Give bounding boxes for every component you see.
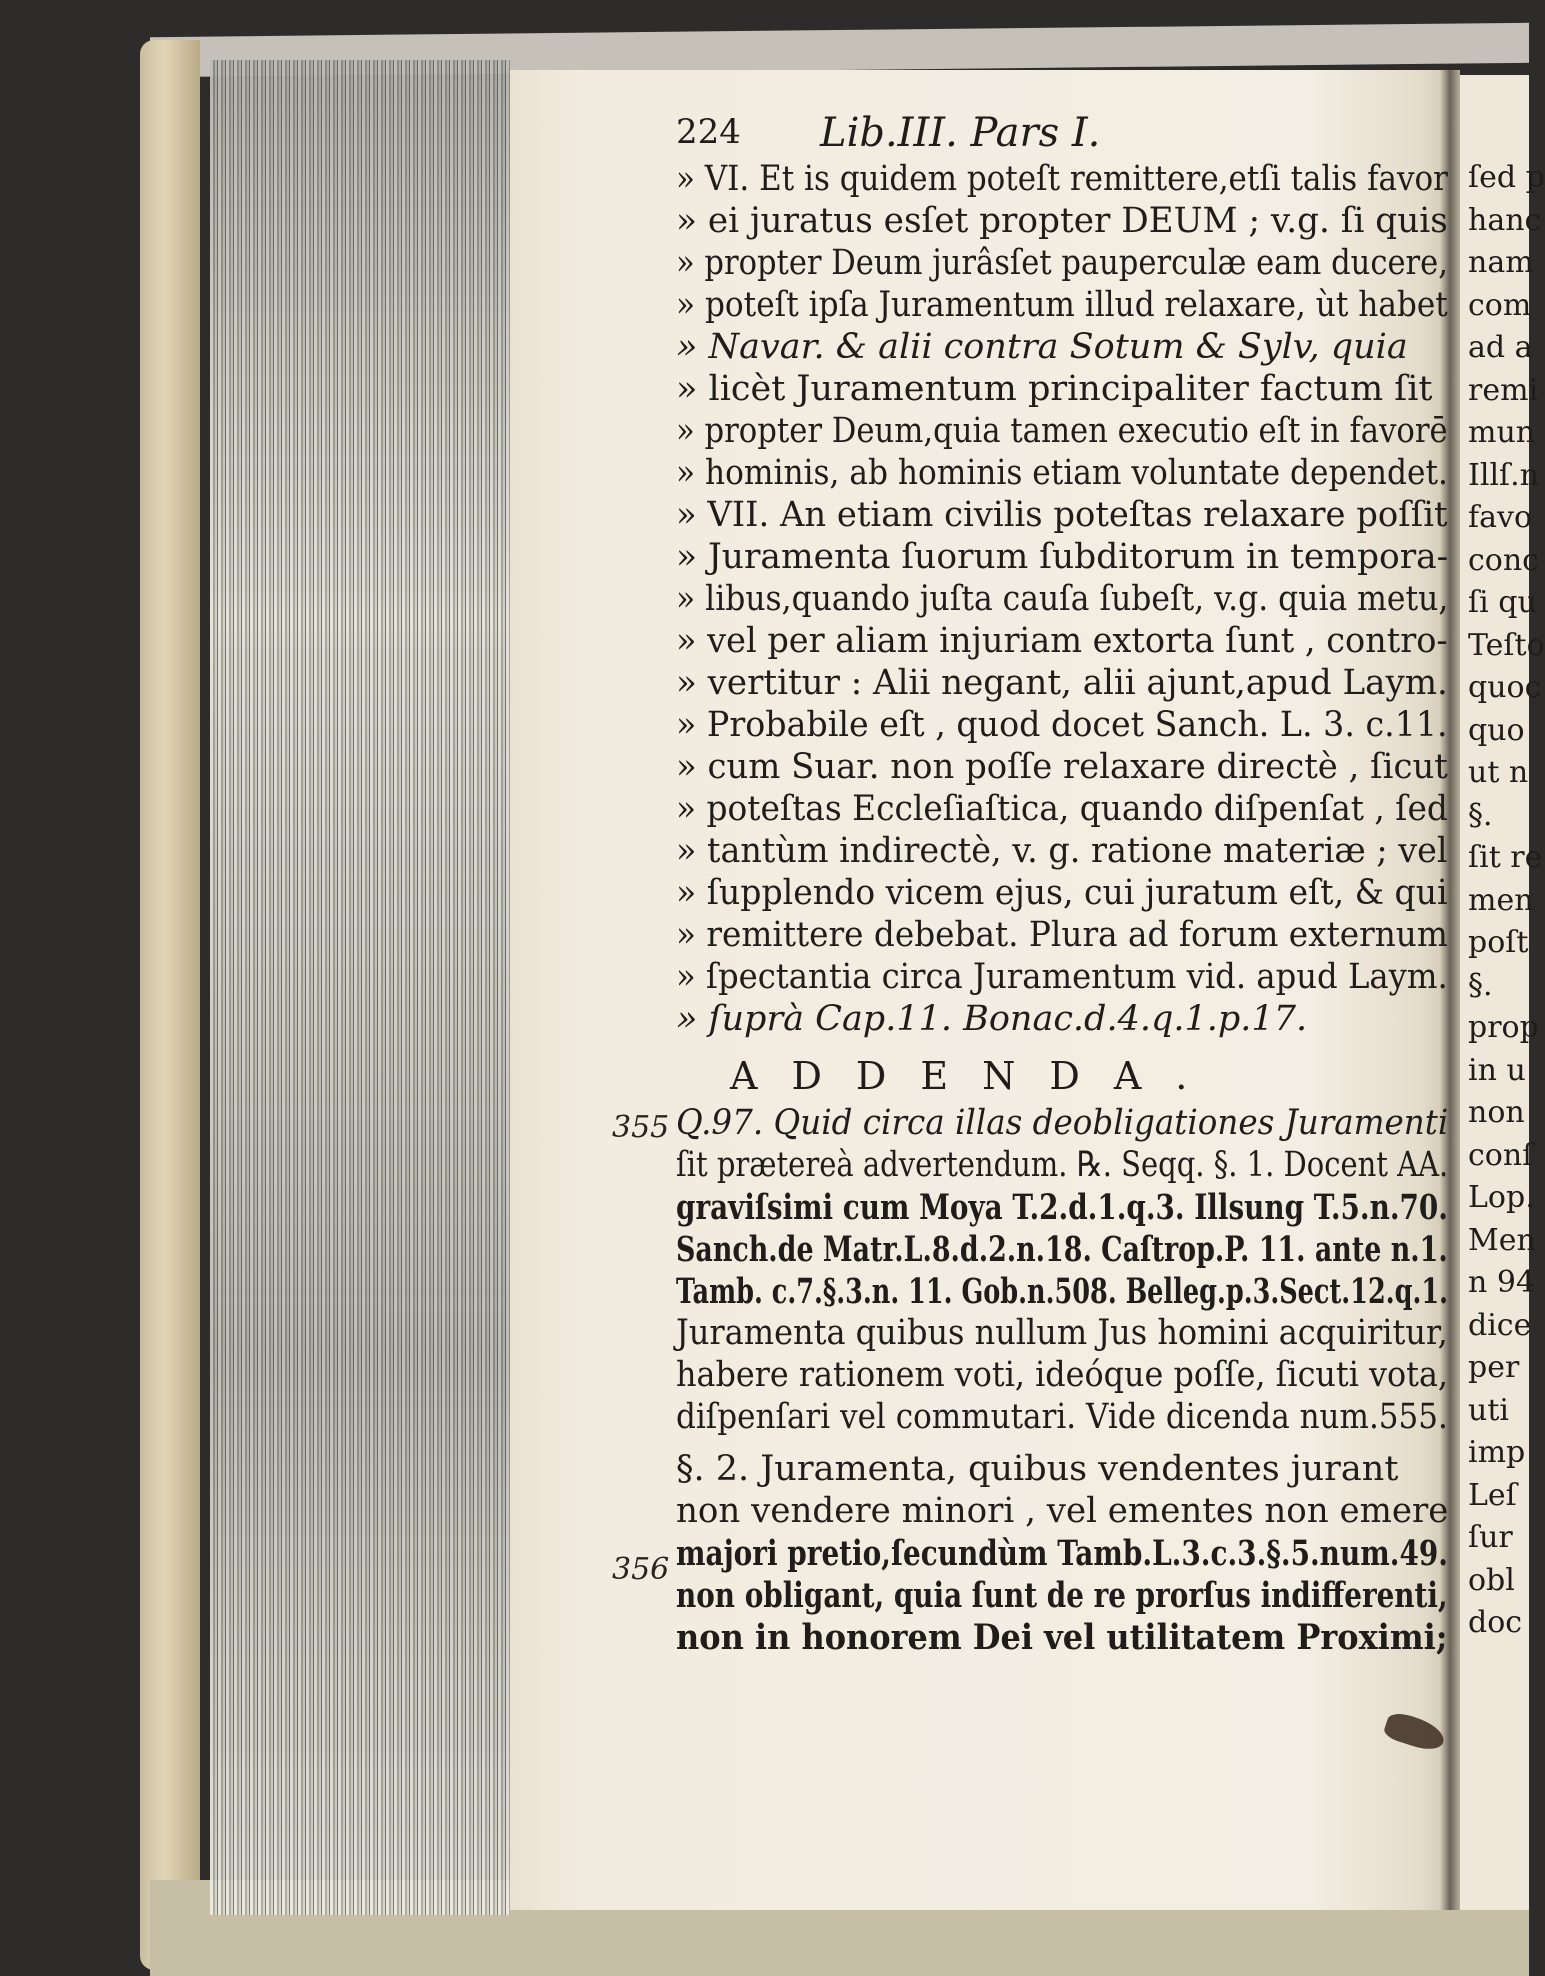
- facing-page-line: ſit re: [1468, 840, 1543, 875]
- facing-page-line: ſur: [1468, 1520, 1513, 1555]
- text-line: » Probabile eſt , quod docet Sanch. L. 3. c.11.: [676, 705, 1448, 745]
- running-head: Lib.III. Pars I.: [820, 110, 1101, 156]
- text-line: Sanch.de Matr.L.8.d.2.n.18. Caſtrop.P. 11. ante n.1.: [676, 1229, 1448, 1270]
- text-line: » licèt Juramentum principaliter factum ſit: [676, 369, 1433, 409]
- margin-number: 355: [612, 1110, 670, 1145]
- text-line: » ſpectantia circa Juramentum vid. apud Laym.: [676, 957, 1448, 997]
- facing-page-line: com: [1468, 287, 1532, 323]
- facing-page-line: conc: [1468, 542, 1539, 578]
- facing-page-line: ſi qu: [1468, 585, 1537, 620]
- facing-page-line: Lop.: [1468, 1180, 1535, 1215]
- facing-page-line: imp: [1468, 1435, 1526, 1470]
- facing-page-line: n 94: [1468, 1265, 1536, 1300]
- text-line: non obligant, quia ſunt de re prorſus indifferenti,: [676, 1575, 1448, 1616]
- facing-page-line: poſt: [1468, 925, 1529, 960]
- text-line: » ei juratus esſet propter DEUM ; v.g. ſi quis: [676, 201, 1448, 241]
- facing-page-line: men: [1468, 882, 1534, 918]
- text-line: » ſupplendo vicem ejus, cui juratum eſt, & qui: [676, 873, 1448, 913]
- text-line: » Navar. & alii contra Sotum & Sylv, quia: [676, 327, 1408, 367]
- addenda-heading: ADDENDA.: [730, 1054, 1222, 1098]
- facing-page-line: quo: [1468, 712, 1525, 748]
- facing-page-line: ſed p: [1468, 160, 1545, 195]
- text-line: » libus,quando juſta cauſa ſubeſt, v.g. quia metu,: [676, 579, 1449, 619]
- facing-page-line: ad a: [1468, 330, 1533, 365]
- text-line: » remittere debebat. Plura ad forum externum: [676, 915, 1448, 955]
- text-line: non vendere minori , vel ementes non emere: [676, 1491, 1449, 1531]
- text-line: » poteſt ipſa Juramentum illud relaxare, ùt habet: [676, 285, 1448, 325]
- facing-page-line: uti: [1468, 1392, 1509, 1428]
- facing-page-line: doc: [1468, 1605, 1523, 1640]
- facing-page-line: per: [1468, 1350, 1520, 1385]
- text-line: » vel per aliam injuriam extorta ſunt , contro-: [676, 621, 1448, 661]
- text-line: §. 2. Juramenta, quibus vendentes jurant: [676, 1449, 1399, 1489]
- facing-page-line: obl: [1468, 1562, 1515, 1598]
- text-line: » VI. Et is quidem poteſt remittere,etſi talis favor: [676, 159, 1448, 199]
- text-line: » propter Deum jurâsſet pauperculæ eam ducere,: [676, 243, 1448, 283]
- text-line: majori pretio,ſecundùm Tamb.L.3.c.3.§.5.num.49.: [676, 1533, 1448, 1574]
- text-line: » poteſtas Eccleſiaſtica, quando diſpenſat , ſed: [676, 789, 1448, 829]
- text-line: » VII. An etiam civilis poteſtas relaxare poſſit: [676, 495, 1448, 535]
- facing-page-line: conſ: [1468, 1137, 1534, 1173]
- text-line: graviſsimi cum Moya T.2.d.1.q.3. Illsung T.5.n.70.: [676, 1187, 1448, 1228]
- facing-page-line: Illſ.n: [1468, 457, 1540, 493]
- text-line: ſit prætereà advertendum. ℞. Seqq. §. 1. Docent AA.: [676, 1145, 1449, 1185]
- facing-page-line: favo: [1468, 500, 1532, 535]
- facing-page-line: §.: [1468, 967, 1493, 1003]
- facing-page-line: Men: [1468, 1222, 1536, 1258]
- text-line: » cum Suar. non poſſe relaxare directè , ſicut: [676, 747, 1448, 787]
- text-line: Juramenta quibus nullum Jus homini acquiritur,: [676, 1313, 1448, 1353]
- facing-page-line: ut n: [1468, 755, 1529, 790]
- book-spine-edge: [140, 40, 200, 1970]
- facing-page-line: dice: [1468, 1307, 1532, 1343]
- facing-page-line: remi: [1468, 372, 1539, 408]
- text-line: » Juramenta ſuorum ſubditorum in tempora-: [676, 537, 1449, 577]
- facing-page-line: in u: [1468, 1052, 1526, 1088]
- text-line: habere rationem voti, ideóque poſſe, ſicuti vota,: [676, 1355, 1449, 1395]
- facing-page-line: nam: [1468, 245, 1534, 280]
- facing-page-line: Teſto: [1468, 627, 1545, 663]
- text-line: » hominis, ab hominis etiam voluntate dependet.: [676, 453, 1448, 493]
- facing-page-line: hanc: [1468, 202, 1542, 238]
- text-line: » vertitur : Alii negant, alii ajunt,apud Laym.: [676, 663, 1448, 703]
- text-line: Tamb. c.7.§.3.n. 11. Gob.n.508. Belleg.p.3.Sect.12.q.1.: [676, 1271, 1449, 1312]
- text-line: Q.97. Quid circa illas deobligationes Juramenti: [676, 1103, 1449, 1143]
- page-block-edges: [210, 60, 510, 1915]
- text-line: » ſuprà Cap.11. Bonac.d.4.q.1.p.17.: [676, 999, 1308, 1039]
- text-line: diſpenſari vel commutari. Vide dicenda num.555.: [676, 1397, 1448, 1437]
- facing-page-line: mun: [1468, 415, 1536, 450]
- text-line: » propter Deum,quia tamen executio eſt in favorē: [676, 411, 1448, 451]
- facing-page-line: quoc: [1468, 670, 1542, 705]
- facing-page-line: non: [1468, 1095, 1525, 1130]
- facing-page-line: Leſ: [1468, 1477, 1517, 1513]
- facing-page-line: §.: [1468, 797, 1493, 833]
- text-line: » tantùm indirectè, v. g. ratione materiæ ; vel: [676, 831, 1448, 871]
- margin-number: 356: [612, 1552, 670, 1587]
- facing-page-line: prop: [1468, 1010, 1539, 1045]
- text-line: non in honorem Dei vel utilitatem Proximi;: [676, 1617, 1448, 1658]
- page-number: 224: [676, 112, 741, 152]
